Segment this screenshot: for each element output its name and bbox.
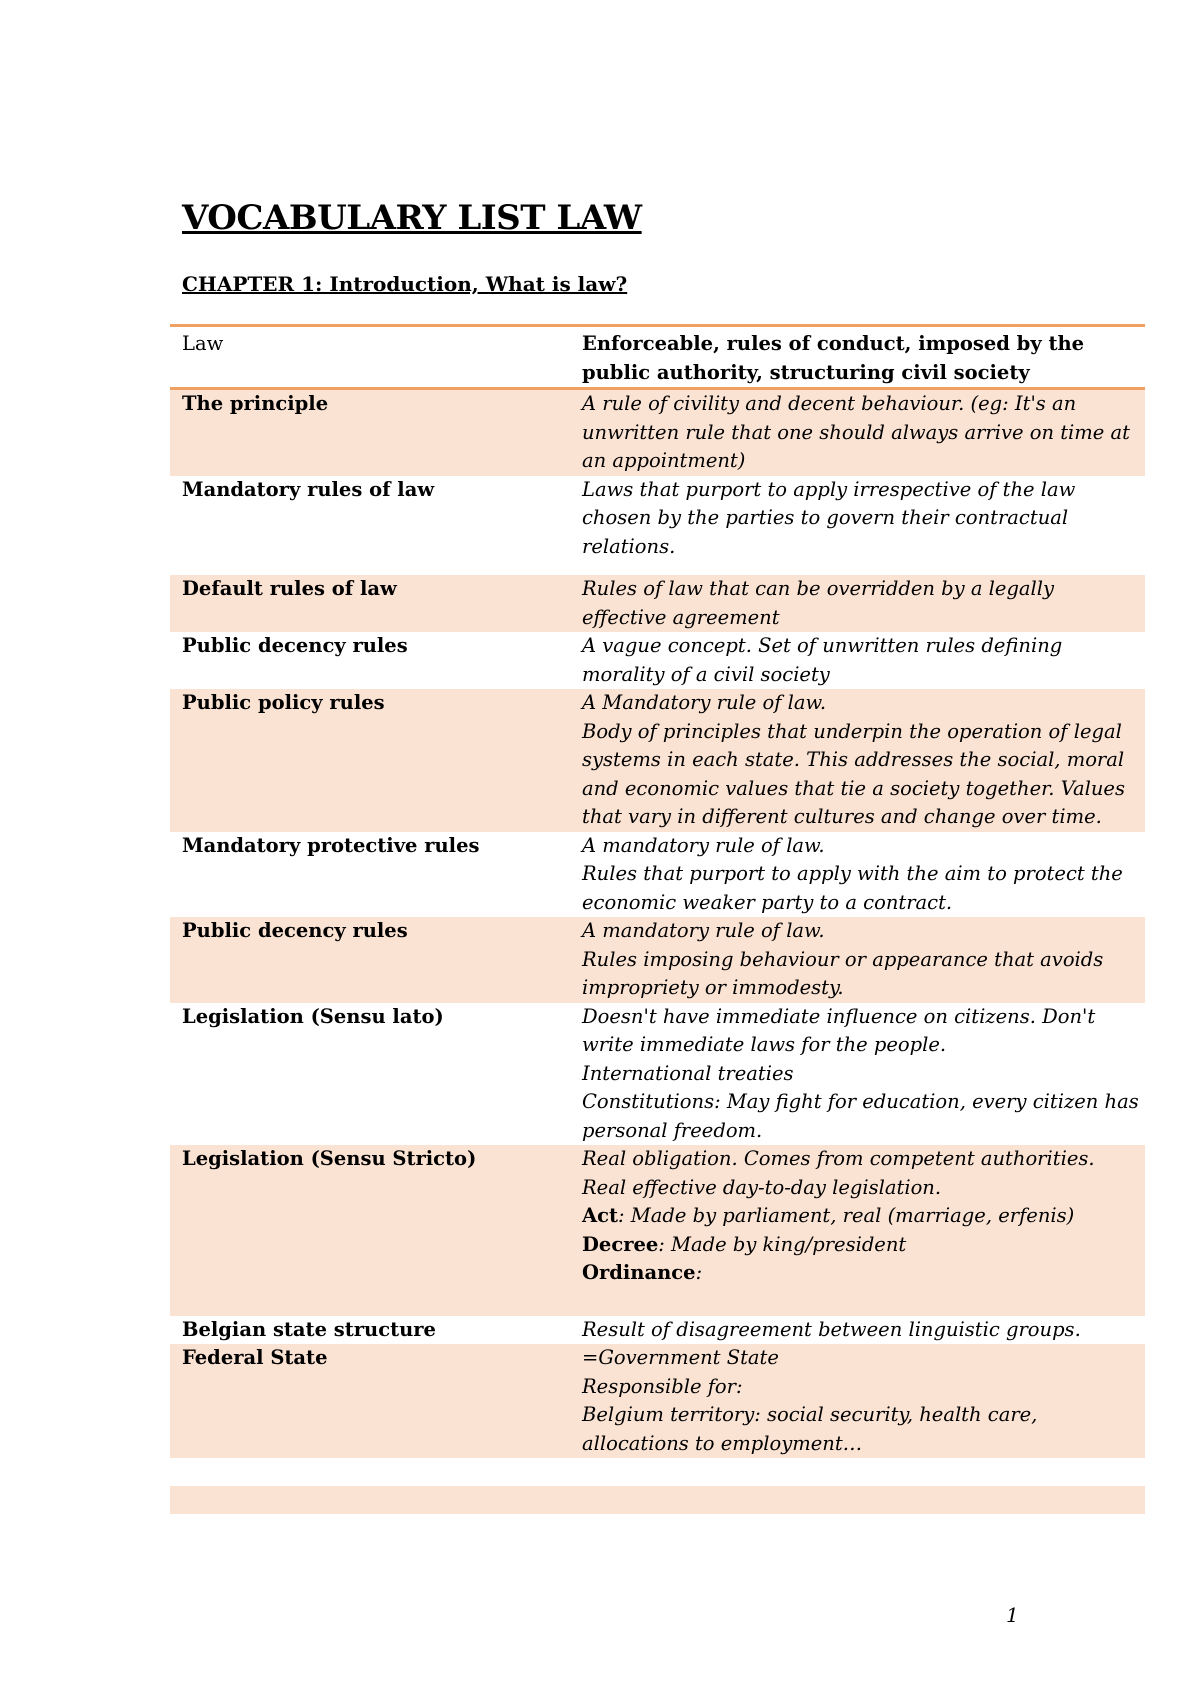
table-row <box>170 632 1145 689</box>
definition-line <box>582 1259 1143 1288</box>
definition-line <box>582 1088 1143 1145</box>
definition-text: : Made by king/president <box>658 1232 907 1256</box>
definition-line <box>582 1174 1143 1203</box>
table-row <box>170 689 1145 832</box>
term-cell: Public decency rules <box>170 917 582 1003</box>
chapter-heading: CHAPTER 1: Introduction, What is law? <box>182 272 628 296</box>
definition-line <box>582 718 1143 832</box>
definition-text: Real obligation. Comes from competent authorities. <box>582 1147 1095 1170</box>
term-cell: The principle <box>170 389 582 476</box>
definition-text: A Mandatory rule of law. <box>582 691 827 714</box>
term-cell: Legislation (Sensu Stricto) <box>170 1145 582 1316</box>
definition-keyword: Decree <box>582 1232 659 1256</box>
vocabulary-table <box>170 324 1145 1514</box>
definition-cell <box>582 832 1145 918</box>
definition-line <box>582 1060 1143 1089</box>
empty-cell <box>582 1486 1145 1514</box>
term-cell: Mandatory rules of law <box>182 477 435 501</box>
definition-cell <box>582 389 1145 476</box>
definition-line <box>582 1145 1143 1174</box>
definition-cell <box>582 1344 1145 1458</box>
definition-cell <box>582 575 1145 632</box>
definition-text: : Made by parliament, real (marriage, erfenis) <box>618 1204 1075 1227</box>
table-row <box>170 917 1145 1003</box>
definition-cell <box>582 689 1145 832</box>
definition-line <box>582 1344 1143 1373</box>
definition-cell <box>582 1145 1145 1316</box>
definition-text: Belgium territory: social security, health care, allocations to employment… <box>582 1403 1038 1455</box>
table-row <box>170 832 1145 918</box>
definition-text: Body of principles that underpin the operation of legal systems in each state. This addresses the social, moral and economic values that tie a society together. Values that vary in different cultures and change over time. <box>582 719 1125 828</box>
definition-line <box>582 689 1143 718</box>
definition-text: : <box>695 1261 703 1284</box>
definition-line <box>582 1373 1143 1402</box>
term-cell: Public policy rules <box>170 689 582 832</box>
definition-text: Result of disagreement between linguistic groups. <box>582 1317 1081 1341</box>
definition-text: A mandatory rule of law. <box>582 919 825 942</box>
definition-text: Doesn't have immediate influence on citizens. Don't write immediate laws for the people. <box>582 1004 1096 1056</box>
definition-text: International treaties <box>582 1061 794 1085</box>
empty-row <box>170 1486 1145 1514</box>
definition-cell <box>582 632 1145 689</box>
definition-cell <box>582 1316 1145 1345</box>
term-cell: Public decency rules <box>182 634 408 657</box>
term-cell: Mandatory protective rules <box>182 833 480 857</box>
definition-text: Real effective day-to-day legislation. <box>582 1175 942 1199</box>
definition-line <box>582 1202 1143 1231</box>
definition-text: Rules of law that can be overridden by a legally effective agreement <box>582 577 1055 629</box>
table-row <box>170 389 1145 476</box>
definition-cell <box>582 476 1145 576</box>
definition-text: Constitutions: May fight for education, every citizen has personal freedom. <box>582 1090 1139 1142</box>
definition-line <box>582 917 1143 946</box>
definition-line <box>582 860 1143 917</box>
term-cell: Federal State <box>170 1344 582 1458</box>
header-term: Law <box>170 326 582 389</box>
definition-keyword: Act <box>582 1204 619 1227</box>
term-cell: Legislation (Sensu lato) <box>182 1004 444 1028</box>
definition-text: A mandatory rule of law. <box>582 833 825 857</box>
term-cell: Default rules of law <box>170 575 582 632</box>
definition-line <box>582 575 1143 632</box>
table-row <box>170 1344 1145 1458</box>
definition-keyword: Ordinance <box>582 1261 696 1284</box>
definition-line <box>582 832 1143 861</box>
definition-line <box>582 1316 1143 1345</box>
definition-text: Responsible for: <box>582 1374 743 1398</box>
spacer-row <box>170 1458 1145 1486</box>
page-number: 1 <box>1006 1603 1019 1627</box>
definition-text: =Government State <box>582 1346 779 1369</box>
definition-line <box>582 1003 1143 1060</box>
table-row <box>170 476 1145 576</box>
definition-line <box>582 1401 1143 1458</box>
definition-line <box>582 632 1143 689</box>
definition-text: A vague concept. Set of unwritten rules defining morality of a civil society <box>582 634 1063 686</box>
definition-line <box>582 476 1143 562</box>
table-row <box>170 1003 1145 1146</box>
document-title: VOCABULARY LIST LAW <box>182 198 642 238</box>
header-definition: Enforceable, rules of conduct, imposed by the public authority, structuring civil society <box>582 326 1145 389</box>
term-cell: Belgian state structure <box>182 1317 436 1341</box>
table-row <box>170 1145 1145 1316</box>
definition-cell <box>582 1003 1145 1146</box>
definition-text: Rules that purport to apply with the aim to protect the economic weaker party to a contract. <box>582 862 1123 914</box>
definition-text: Laws that purport to apply irrespective of the law chosen by the parties to govern their contractual relations. <box>582 477 1076 558</box>
empty-cell <box>582 1458 1145 1486</box>
definition-line <box>582 1231 1143 1260</box>
definition-line <box>582 946 1143 1003</box>
definition-line <box>582 390 1143 476</box>
table-header-row <box>170 326 1145 389</box>
empty-cell <box>170 1486 582 1514</box>
empty-cell <box>170 1458 582 1486</box>
definition-text: Rules imposing behaviour or appearance that avoids impropriety or immodesty. <box>582 947 1104 999</box>
definition-text: A rule of civility and decent behaviour. (eg: It's an unwritten rule that one should always arrive on time at an appointment) <box>582 392 1130 472</box>
table-row <box>170 1316 1145 1345</box>
table-row <box>170 575 1145 632</box>
definition-cell <box>582 917 1145 1003</box>
